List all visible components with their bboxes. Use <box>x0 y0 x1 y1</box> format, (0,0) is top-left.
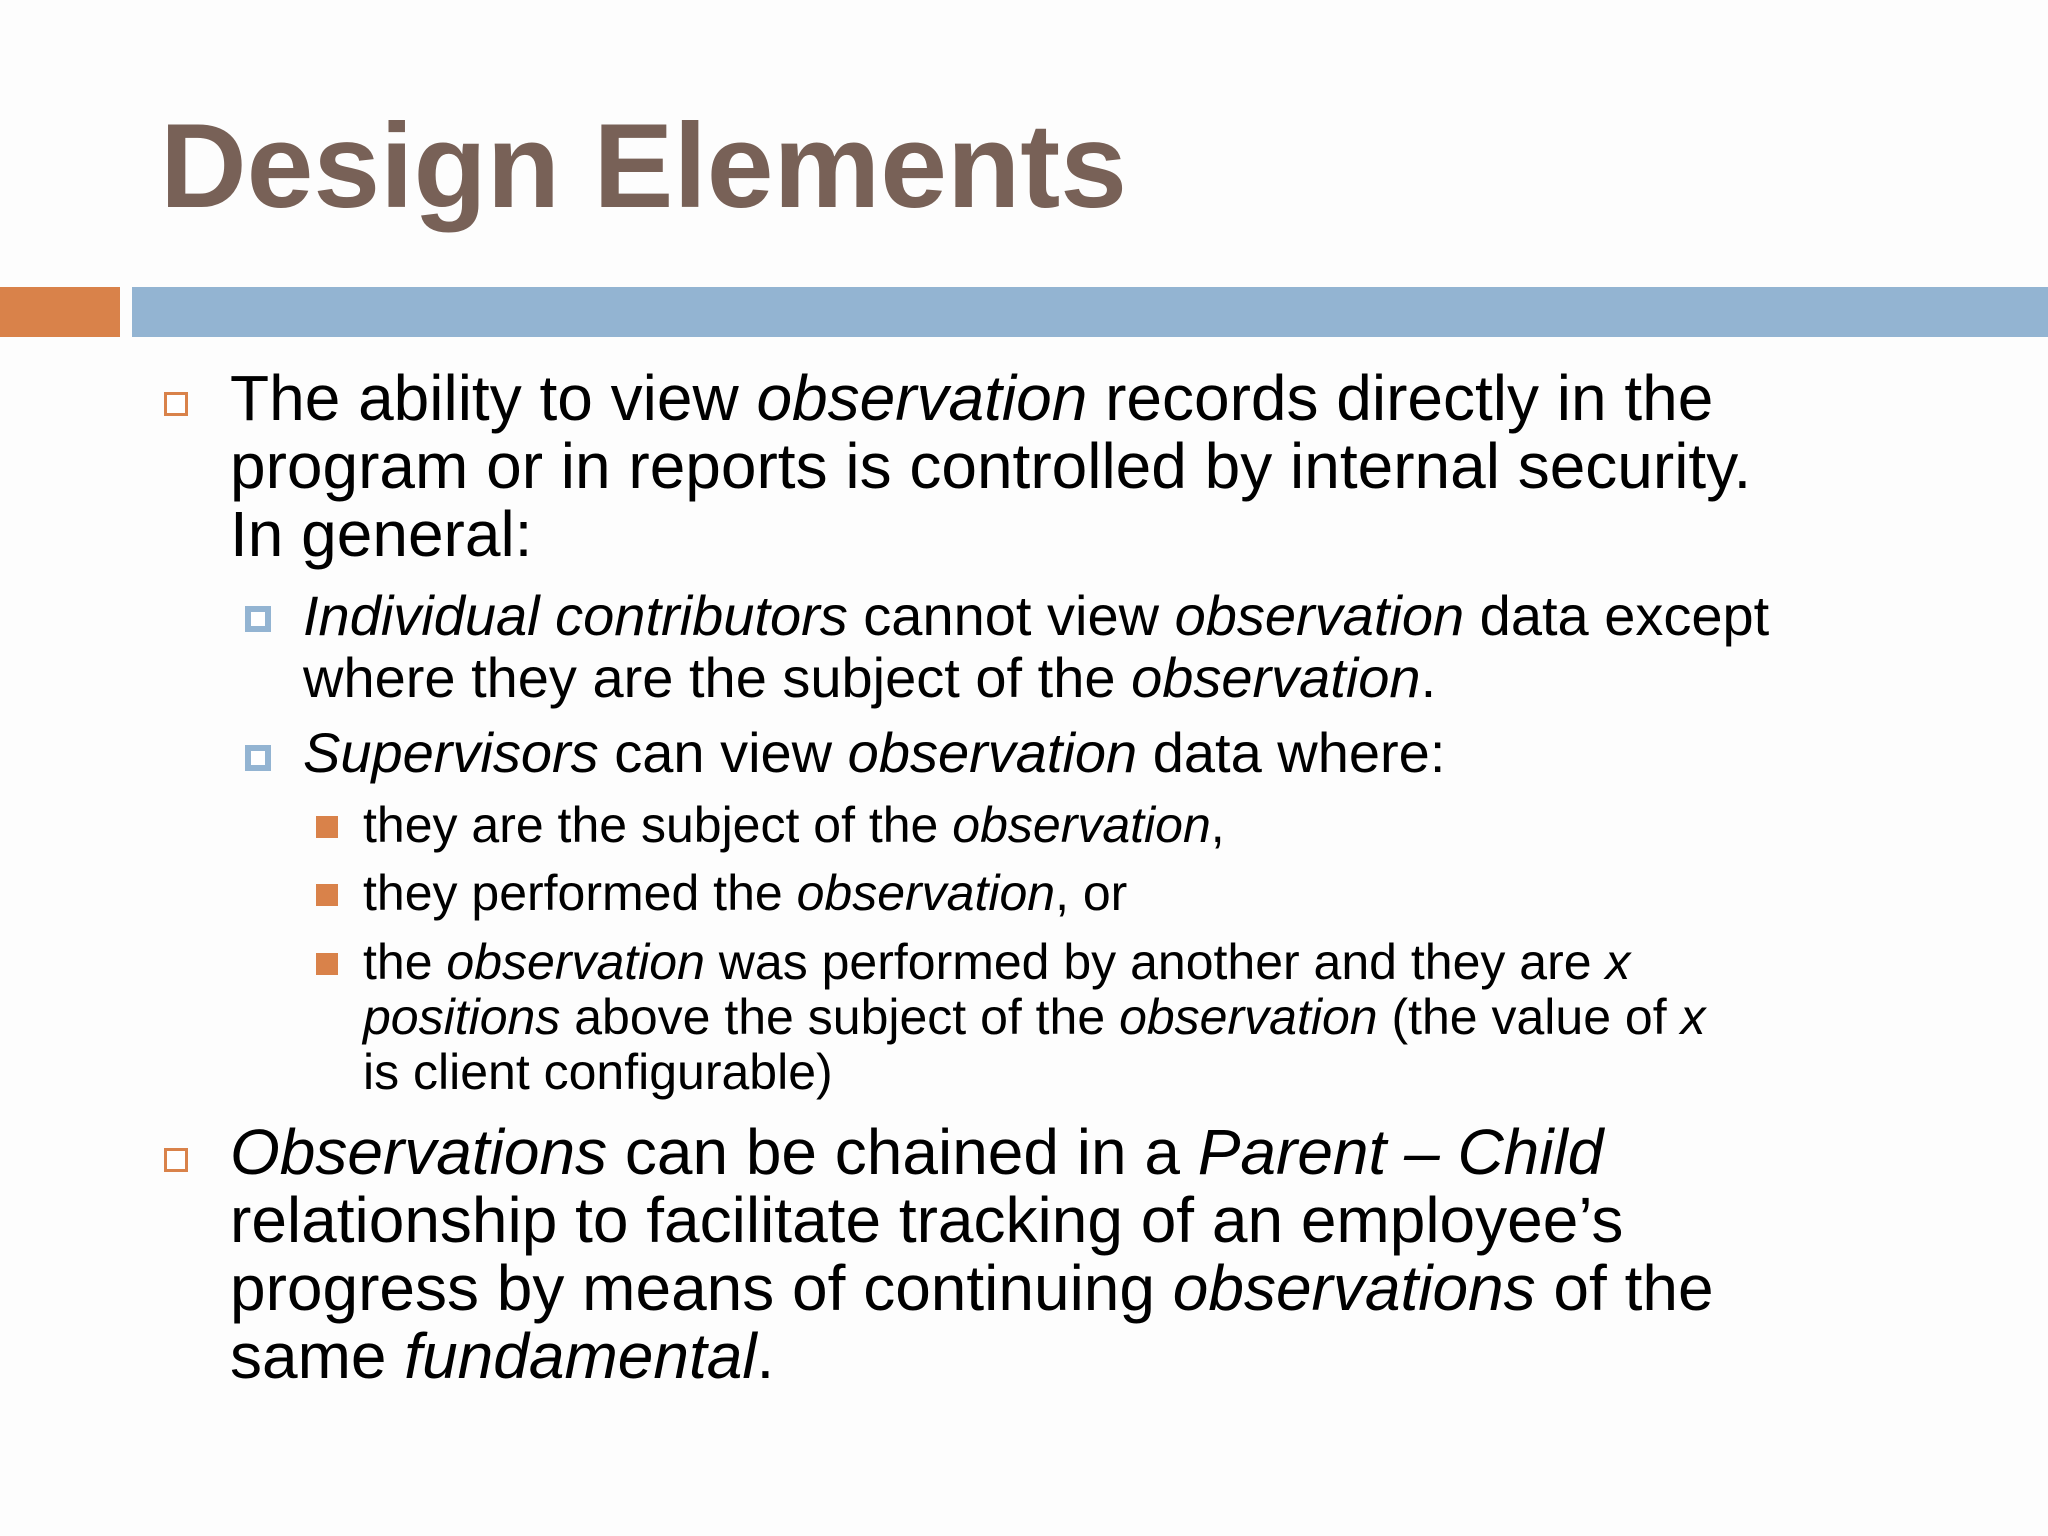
sub-sub-bullet-3-line-1: the observation was performed by another and they are x <box>363 934 1631 990</box>
bullet-2-line-1: Observations can be chained in a Parent – Child <box>230 1116 1604 1188</box>
sub-bullet-1-line-1: Individual contributors cannot view observation data except <box>303 584 1770 647</box>
slide-title: Design Elements <box>160 99 1127 233</box>
sub-bullet-2-line-1: Supervisors can view observation data where: <box>303 721 1446 784</box>
square-ring-icon <box>245 745 271 771</box>
square-outline-icon <box>164 1148 188 1172</box>
filled-square-icon <box>316 953 338 975</box>
bullet-1-line-2: program or in reports is controlled by internal security. <box>230 430 1752 502</box>
bullet-1-line-1: The ability to view observation records directly in the <box>230 362 1714 434</box>
bullet-2-line-3: progress by means of continuing observations of the <box>230 1252 1714 1324</box>
sub-sub-bullet-1-text: they are the subject of the observation, <box>363 797 1225 853</box>
bullet-2-line-2: relationship to facilitate tracking of an employee’s <box>230 1184 1624 1256</box>
sub-sub-bullet-3-text <box>363 935 1706 1100</box>
sub-bullet-1-line-2: where they are the subject of the observation. <box>303 646 1437 709</box>
filled-square-icon <box>316 884 338 906</box>
bullet-2-text <box>230 1118 1714 1390</box>
sub-sub-bullet-3-line-2: positions above the subject of the observation (the value of x <box>363 989 1706 1045</box>
sub-sub-bullet-3-line-3: is client configurable) <box>363 1044 833 1100</box>
sub-bullet-2-text <box>303 722 1445 784</box>
filled-square-icon <box>316 816 338 838</box>
sub-sub-bullet-2-text: they performed the observation, or <box>363 865 1128 921</box>
bullet-1-line-3: In general: <box>230 498 533 570</box>
bullet-1-text <box>230 364 1751 568</box>
sub-bullet-1-text <box>303 585 1769 709</box>
square-ring-icon <box>245 606 271 632</box>
accent-bar-orange <box>0 287 120 337</box>
accent-bar-blue <box>132 287 2048 337</box>
square-outline-icon <box>164 392 188 416</box>
bullet-2-line-4: same fundamental. <box>230 1320 775 1392</box>
